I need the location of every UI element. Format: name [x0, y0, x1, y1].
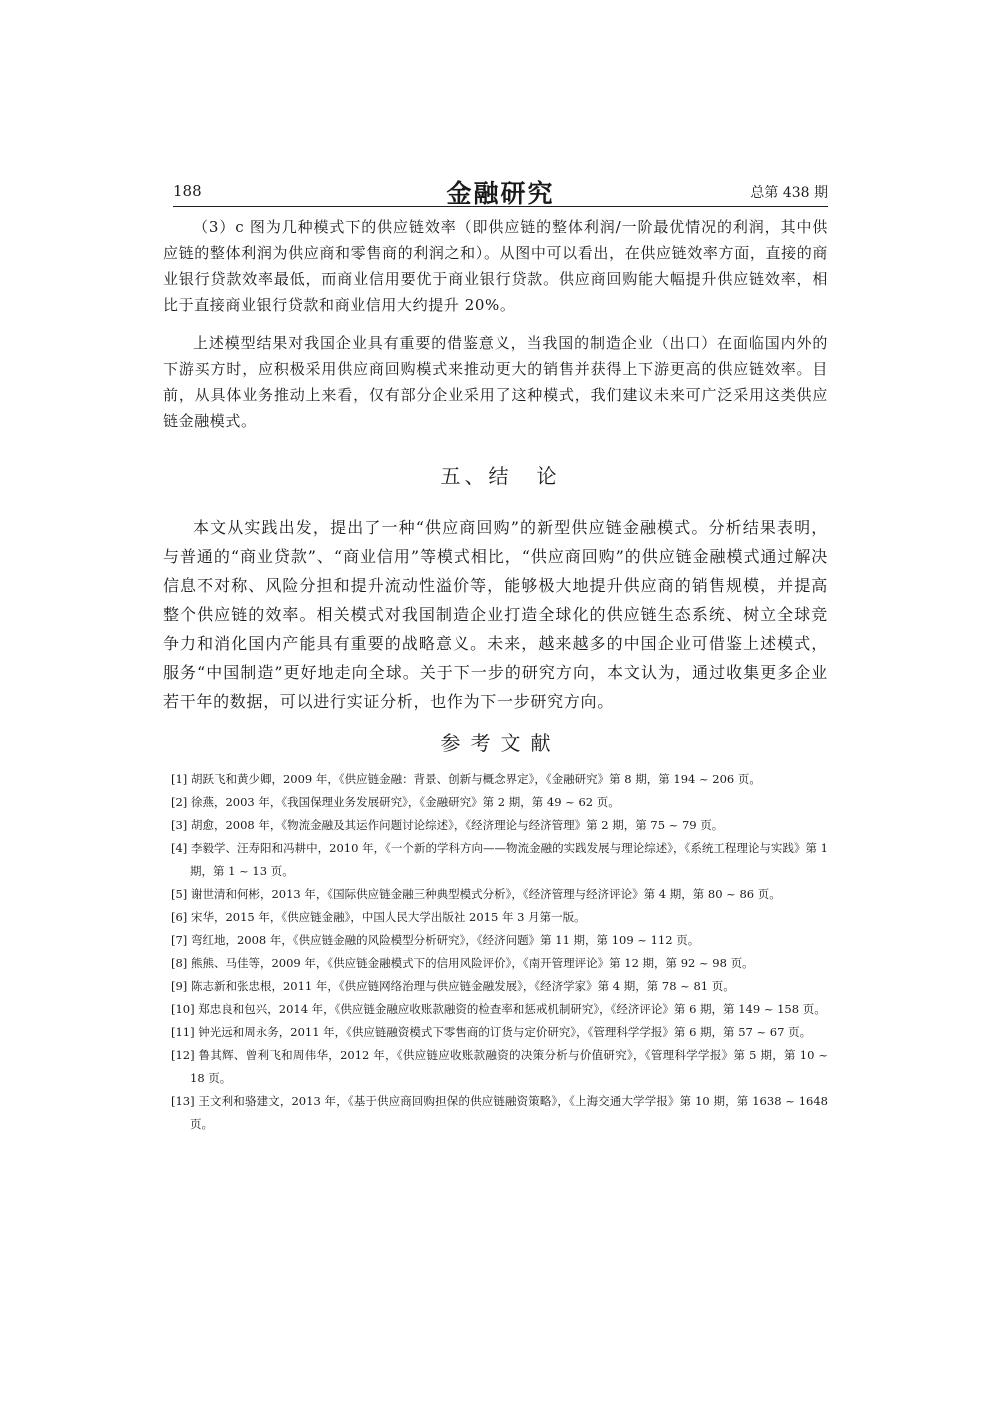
- paragraph-chart-c: （3）c 图为几种模式下的供应链效率（即供应链的整体利润/一阶最优情况的利润，其中供应链的整体利润为供应商和零售商的利润之和）。从图中可以看出，在供应链效率方面，直接的商业银行贷款效率最低，而商业信用要优于商业银行贷款。供应商回购能大幅提升供应链效率，相比于直接商业银行贷款和商业信用大约提升 20%。: [163, 218, 828, 314]
- paragraph-implication: 上述模型结果对我国企业具有重要的借鉴意义，当我国的制造企业（出口）在面临国内外的下游买方时，应积极采用供应商回购模式来推动更大的销售并获得上下游更高的供应链效率。目前，从具体业务推动上来看，仅有部分企业采用了这种模式，我们建议未来可广泛采用这类供应链金融模式。: [163, 334, 828, 430]
- reference-list: [171, 768, 828, 1136]
- reference-item: [10] 郑忠良和包兴，2014 年，《供应链金融应收账款融资的检查率和惩戒机制研究》，《经济评论》第 6 期，第 149 ~ 158 页。: [171, 1002, 826, 1016]
- reference-item: [4] 李毅学、汪寿阳和冯耕中，2010 年，《一个新的学科方向——物流金融的实践发展与理论综述》，《系统工程理论与实践》第 1 期，第 1 ~ 13 页。: [171, 841, 828, 878]
- reference-item: [12] 鲁其辉、曾利飞和周伟华，2012 年，《供应链应收账款融资的决策分析与价值研究》，《管理科学学报》第 5 期，第 10 ~ 18 页。: [171, 1048, 828, 1085]
- reference-item: [8] 熊熊、马佳等，2009 年，《供应链金融模式下的信用风险评价》，《南开管理评论》第 12 期，第 92 ~ 98 页。: [171, 956, 754, 970]
- reference-item: [13] 王文利和骆建文，2013 年，《基于供应商回购担保的供应链融资策略》，《上海交通大学学报》第 10 期，第 1638 ~ 1648 页。: [171, 1094, 828, 1131]
- reference-item: [7] 弯红地，2008 年，《供应链金融的风险模型分析研究》，《经济问题》第 11 期，第 109 ~ 112 页。: [171, 933, 700, 947]
- header-rule: [173, 206, 828, 207]
- reference-item: [6] 宋华，2015 年，《供应链金融》，中国人民大学出版社 2015 年 3 月第一版。: [171, 910, 586, 924]
- paragraph-conclusion: 本文从实践出发，提出了一种“供应商回购”的新型供应链金融模式。分析结果表明，与普通的“商业贷款”、“商业信用”等模式相比，“供应商回购”的供应链金融模式通过解决信息不对称、风险分担和提升流动性溢价等，能够极大地提升供应商的销售规模，并提高整个供应链的效率。相关模式对我国制造企业打造全球化的供应链生态系统、树立全球竞争力和消化国内产能具有重要的战略意义。未来，越来越多的中国企业可借鉴上述模式，服务“中国制造”更好地走向全球。关于下一步的研究方向，本文认为，通过收集更多企业若干年的数据，可以进行实证分析，也作为下一步研究方向。: [163, 518, 828, 711]
- reference-item: [9] 陈志新和张忠根，2011 年，《供应链网络治理与供应链金融发展》，《经济学家》第 4 期，第 78 ~ 81 页。: [171, 979, 735, 993]
- reference-item: [3] 胡愈，2008 年，《物流金融及其运作问题讨论综述》，《经济理论与经济管理》第 2 期，第 75 ~ 79 页。: [171, 818, 724, 832]
- page-number: 188: [173, 182, 202, 200]
- reference-item: [5] 谢世清和何彬，2013 年，《国际供应链金融三种典型模式分析》，《经济管理与经济评论》第 4 期，第 80 ~ 86 页。: [171, 887, 781, 901]
- reference-item: [2] 徐燕，2003 年，《我国保理业务发展研究》，《金融研究》第 2 期，第 49 ~ 62 页。: [171, 795, 620, 809]
- reference-item: [1] 胡跃飞和黄少卿，2009 年，《供应链金融：背景、创新与概念界定》，《金融研究》第 8 期，第 194 ~ 206 页。: [171, 772, 761, 786]
- section-title-conclusion: 五、结 论: [440, 464, 561, 488]
- journal-title: 金融研究: [446, 179, 555, 208]
- page-header: [173, 174, 828, 206]
- references-title: 参考文献: [440, 731, 561, 755]
- issue-number: 总第 438 期: [750, 185, 828, 201]
- reference-item: [11] 钟光远和周永务，2011 年，《供应链融资模式下零售商的订货与定价研究》，《管理科学学报》第 6 期，第 57 ~ 67 页。: [171, 1025, 812, 1039]
